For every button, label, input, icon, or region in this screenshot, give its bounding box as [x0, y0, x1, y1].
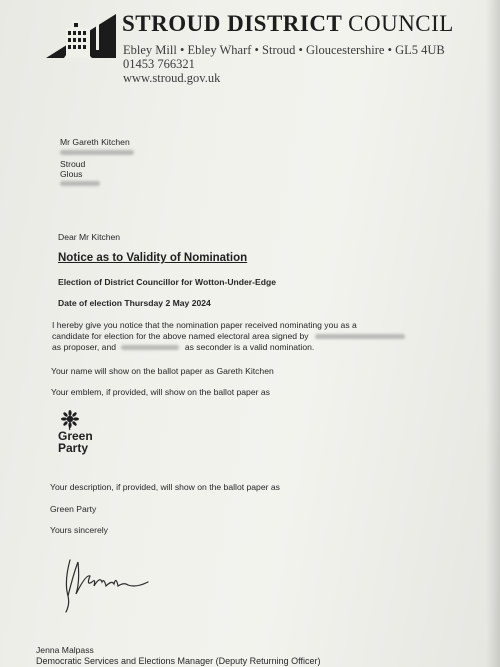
ballot-name-line: Your name will show on the ballot paper as Gareth Kitchen — [51, 366, 274, 376]
notice-paragraph-line-1: I hereby give you notice that the nomination paper received nominating you as a — [52, 320, 357, 330]
recipient-town: Stroud — [60, 159, 86, 169]
recipient-county: Glous — [60, 169, 83, 179]
signatory-name: Jenna Malpass — [36, 645, 94, 655]
redacted-seconder — [121, 345, 179, 350]
ballot-emblem-line: Your emblem, if provided, will show on the ballot paper as — [51, 387, 270, 397]
ballot-description-value: Green Party — [50, 504, 97, 514]
notice-title: Notice as to Validity of Nomination — [58, 252, 248, 264]
council-address: Ebley Mill • Ebley Wharf • Stroud • Gloucestershire • GL5 4UB — [123, 43, 445, 57]
redacted-proposer — [315, 334, 405, 339]
council-phone: 01453 766321 — [123, 57, 195, 71]
election-name: Election of District Councillor for Wotton-Under-Edge — [58, 277, 277, 287]
signatory-role: Democratic Services and Elections Manager (Deputy Returning Officer) — [36, 656, 321, 666]
council-building-logo-icon — [46, 14, 116, 58]
closing-line: Yours sincerely — [50, 525, 108, 535]
ballot-description-line: Your description, if provided, will show on the ballot paper as — [50, 482, 280, 492]
recipient-name: Mr Gareth Kitchen — [60, 137, 130, 147]
election-date: Date of election Thursday 2 May 2024 — [58, 298, 211, 308]
council-website: www.stroud.gov.uk — [123, 71, 221, 85]
green-party-emblem-text: Green Party — [58, 429, 93, 455]
council-name: STROUD DISTRICT COUNCIL — [122, 11, 454, 36]
redacted-postcode — [60, 181, 100, 186]
handwritten-signature-icon — [56, 552, 166, 622]
salutation: Dear Mr Kitchen — [58, 232, 121, 242]
notice-paragraph-line-2: candidate for election for the above named electoral area signed by — [52, 331, 405, 341]
notice-paragraph-line-3: as proposer, and as seconder is a valid nomination. — [52, 342, 315, 352]
redacted-address-line — [60, 150, 134, 155]
